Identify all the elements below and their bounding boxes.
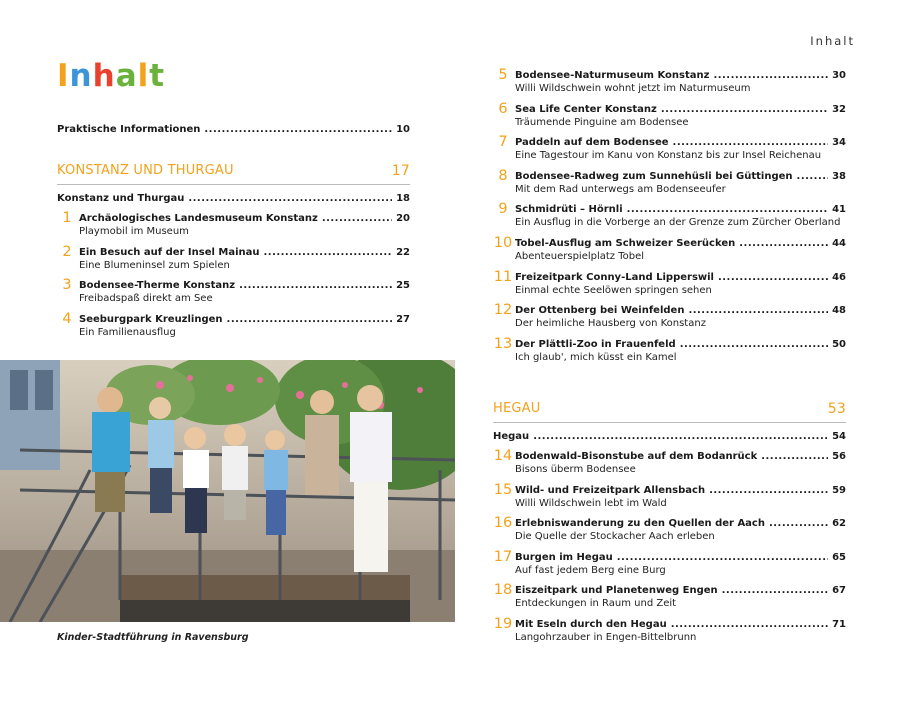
leader-dots bbox=[797, 171, 829, 182]
toc-label: Hegau bbox=[493, 431, 530, 442]
entry-page: 59 bbox=[832, 484, 846, 496]
entry-number: 17 bbox=[493, 548, 513, 565]
entry-page: 62 bbox=[832, 518, 846, 529]
leader-dots bbox=[533, 431, 828, 442]
leader-dots bbox=[713, 70, 828, 81]
entry-number: 8 bbox=[498, 167, 508, 184]
leader-dots bbox=[673, 137, 829, 148]
toc-page: 18 bbox=[396, 193, 410, 204]
entry-title: Der Ottenberg bei Weinfelden bbox=[515, 305, 685, 317]
section-page: 17 bbox=[391, 163, 410, 179]
leader-dots bbox=[718, 272, 828, 283]
entry-page: 46 bbox=[832, 271, 846, 283]
leader-dots bbox=[188, 193, 392, 204]
entry-subtitle: Eine Tagestour im Kanu von Konstanz bis zur Insel Reichenau bbox=[515, 150, 822, 162]
leader-dots bbox=[627, 204, 828, 215]
toc-label: Konstanz und Thurgau bbox=[57, 193, 185, 204]
entry-title-row bbox=[515, 70, 846, 81]
entry-title: Tobel-Ausflug am Schweizer Seerücken bbox=[515, 238, 736, 249]
entry-title-row bbox=[515, 552, 846, 563]
toc-section-konstanz[interactable] bbox=[57, 193, 410, 204]
leader-dots bbox=[264, 247, 393, 258]
entry-subtitle: Auf fast jedem Berg eine Burg bbox=[515, 564, 666, 576]
entry-page: 30 bbox=[832, 70, 846, 81]
entry-title: Sea Life Center Konstanz bbox=[515, 103, 657, 115]
running-head: Inhalt bbox=[810, 34, 855, 48]
entry-number: 4 bbox=[62, 310, 72, 327]
entry-page: 38 bbox=[832, 170, 846, 182]
entry-subtitle: Playmobil im Museum bbox=[79, 226, 189, 237]
entry-page: 44 bbox=[832, 238, 846, 249]
entry-number: 5 bbox=[498, 67, 508, 83]
entry-title-row bbox=[515, 137, 846, 148]
leader-dots bbox=[688, 305, 828, 316]
leader-dots bbox=[722, 585, 828, 596]
toc-page: 54 bbox=[832, 431, 846, 442]
entry-subtitle: Ein Familienausflug bbox=[79, 326, 176, 338]
toc-page: 10 bbox=[396, 124, 410, 135]
entry-title: Erlebniswanderung zu den Quellen der Aach bbox=[515, 518, 765, 529]
title-letter: t bbox=[149, 58, 166, 94]
entry-number: 13 bbox=[493, 335, 513, 352]
entry-subtitle: Langohrzauber in Engen-Bittelbrunn bbox=[515, 631, 697, 643]
entry-title-row bbox=[515, 272, 846, 283]
entry-number: 18 bbox=[493, 582, 513, 598]
section-page: 53 bbox=[827, 401, 846, 417]
entry-subtitle: Einmal echte Seelöwen springen sehen bbox=[515, 284, 712, 296]
entry-subtitle: Bisons überm Bodensee bbox=[515, 464, 636, 475]
photo-caption: Kinder-Stadtführung in Ravensburg bbox=[57, 632, 249, 643]
section-heading-konstanz bbox=[57, 163, 410, 179]
entry-number: 2 bbox=[62, 243, 72, 260]
entry-title: Paddeln auf dem Bodensee bbox=[515, 137, 669, 149]
entry-number: 3 bbox=[62, 277, 72, 293]
entry-number: 14 bbox=[493, 448, 513, 464]
entry-title: Bodenwald-Bisonstube auf dem Bodanrück bbox=[515, 451, 758, 462]
entry-subtitle: Abenteuerspielplatz Tobel bbox=[515, 251, 645, 262]
entry-title-row bbox=[515, 619, 846, 630]
section-title: HEGAU bbox=[493, 401, 541, 416]
kids-city-tour-photo bbox=[0, 360, 455, 622]
entry-page: 48 bbox=[832, 305, 846, 317]
section-title: KONSTANZ UND THURGAU bbox=[57, 163, 234, 178]
leader-dots bbox=[680, 339, 828, 350]
entry-title: Bodensee-Therme Konstanz bbox=[79, 280, 236, 291]
toc-label: Praktische Informationen bbox=[57, 124, 201, 135]
entry-number: 15 bbox=[493, 481, 513, 498]
entry-number: 19 bbox=[493, 615, 513, 632]
entry-title-row bbox=[515, 204, 846, 215]
toc-practical[interactable] bbox=[57, 124, 410, 135]
leader-dots bbox=[671, 619, 828, 630]
entry-page: 65 bbox=[832, 551, 846, 563]
entry-number: 7 bbox=[498, 134, 508, 151]
leader-dots bbox=[661, 104, 828, 115]
entry-title-row bbox=[79, 314, 410, 325]
right-page bbox=[455, 0, 910, 701]
leader-dots bbox=[739, 238, 828, 249]
entry-title: Eiszeitpark und Planetenweg Engen bbox=[515, 585, 718, 596]
entry-subtitle: Willi Wildschwein wohnt jetzt im Naturmuseum bbox=[515, 83, 751, 94]
entry-subtitle: Die Quelle der Stockacher Aach erleben bbox=[515, 531, 715, 542]
title-letter: n bbox=[69, 58, 93, 94]
entry-page: 32 bbox=[832, 103, 846, 115]
entry-title: Der Plättli-Zoo in Frauenfeld bbox=[515, 338, 676, 350]
entry-page: 25 bbox=[396, 280, 410, 291]
entry-page: 41 bbox=[832, 204, 846, 216]
entry-title-row bbox=[79, 247, 410, 258]
entry-number: 11 bbox=[493, 268, 513, 285]
entry-page: 34 bbox=[832, 137, 846, 149]
entry-subtitle: Willi Wildschwein lebt im Wald bbox=[515, 497, 667, 509]
leader-dots bbox=[761, 451, 828, 462]
leader-dots bbox=[322, 213, 392, 224]
section-divider bbox=[57, 184, 410, 185]
entry-number: 10 bbox=[493, 235, 513, 251]
entry-title-row bbox=[515, 585, 846, 596]
entry-page: 27 bbox=[396, 313, 410, 325]
entry-title: Wild- und Freizeitpark Allensbach bbox=[515, 484, 706, 496]
entry-subtitle: Freibadspaß direkt am See bbox=[79, 293, 213, 304]
entry-page: 20 bbox=[396, 213, 410, 224]
title-letter: l bbox=[137, 58, 150, 94]
entry-subtitle: Der heimliche Hausberg von Konstanz bbox=[515, 318, 706, 330]
entry-title: Archäologisches Landesmuseum Konstanz bbox=[79, 213, 318, 224]
entry-page: 71 bbox=[832, 618, 846, 630]
entry-subtitle: Eine Blumeninsel zum Spielen bbox=[79, 259, 230, 271]
entry-title-row bbox=[515, 171, 846, 182]
entry-number: 16 bbox=[493, 515, 513, 531]
entry-subtitle: Ich glaub', mich küsst ein Kamel bbox=[515, 351, 677, 363]
entry-title-row bbox=[515, 305, 846, 316]
entry-subtitle: Mit dem Rad unterwegs am Bodenseeufer bbox=[515, 183, 726, 195]
entry-subtitle: Träumende Pinguine am Bodensee bbox=[515, 116, 689, 128]
entry-title-row bbox=[79, 213, 410, 224]
leader-dots bbox=[239, 280, 392, 291]
toc-section-hegau[interactable] bbox=[493, 431, 846, 442]
entry-page: 50 bbox=[832, 338, 846, 350]
entry-title: Ein Besuch auf der Insel Mainau bbox=[79, 246, 260, 258]
entry-title-row bbox=[515, 238, 846, 249]
leader-dots bbox=[204, 124, 392, 135]
entry-title-row bbox=[515, 485, 846, 496]
entry-title-row bbox=[515, 339, 846, 350]
entry-title: Mit Eseln durch den Hegau bbox=[515, 618, 667, 630]
entry-number: 12 bbox=[493, 302, 513, 319]
entry-title: Schmidrüti – Hörnli bbox=[515, 204, 623, 216]
entry-title: Seeburgpark Kreuzlingen bbox=[79, 313, 223, 325]
section-heading-hegau bbox=[493, 401, 846, 417]
section-divider bbox=[493, 422, 846, 423]
entry-title-row bbox=[515, 104, 846, 115]
leader-dots bbox=[227, 314, 393, 325]
entry-page: 56 bbox=[832, 451, 846, 462]
title-letter: a bbox=[115, 58, 138, 94]
title-letter: h bbox=[92, 58, 116, 94]
entry-number: 6 bbox=[498, 100, 508, 117]
leader-dots bbox=[617, 552, 828, 563]
page-title bbox=[57, 58, 165, 94]
entry-title: Freizeitpark Conny-Land Lipperswil bbox=[515, 271, 714, 283]
leader-dots bbox=[709, 485, 828, 496]
title-letter: I bbox=[57, 58, 70, 94]
entry-subtitle: Entdeckungen in Raum und Zeit bbox=[515, 598, 677, 609]
entry-title: Burgen im Hegau bbox=[515, 551, 613, 563]
leader-dots bbox=[769, 518, 828, 529]
entry-number: 1 bbox=[62, 210, 72, 226]
entry-title: Bodensee-Naturmuseum Konstanz bbox=[515, 70, 710, 81]
entry-title: Bodensee-Radweg zum Sunnehüsli bei Güttingen bbox=[515, 170, 793, 182]
entry-title-row bbox=[515, 451, 846, 462]
entry-page: 22 bbox=[396, 246, 410, 258]
entry-subtitle: Ein Ausflug in die Vorberge an der Grenze zum Zürcher Oberland bbox=[515, 217, 841, 229]
entry-title-row bbox=[79, 280, 410, 291]
entry-number: 9 bbox=[498, 201, 508, 218]
entry-page: 67 bbox=[832, 585, 846, 596]
entry-title-row bbox=[515, 518, 846, 529]
